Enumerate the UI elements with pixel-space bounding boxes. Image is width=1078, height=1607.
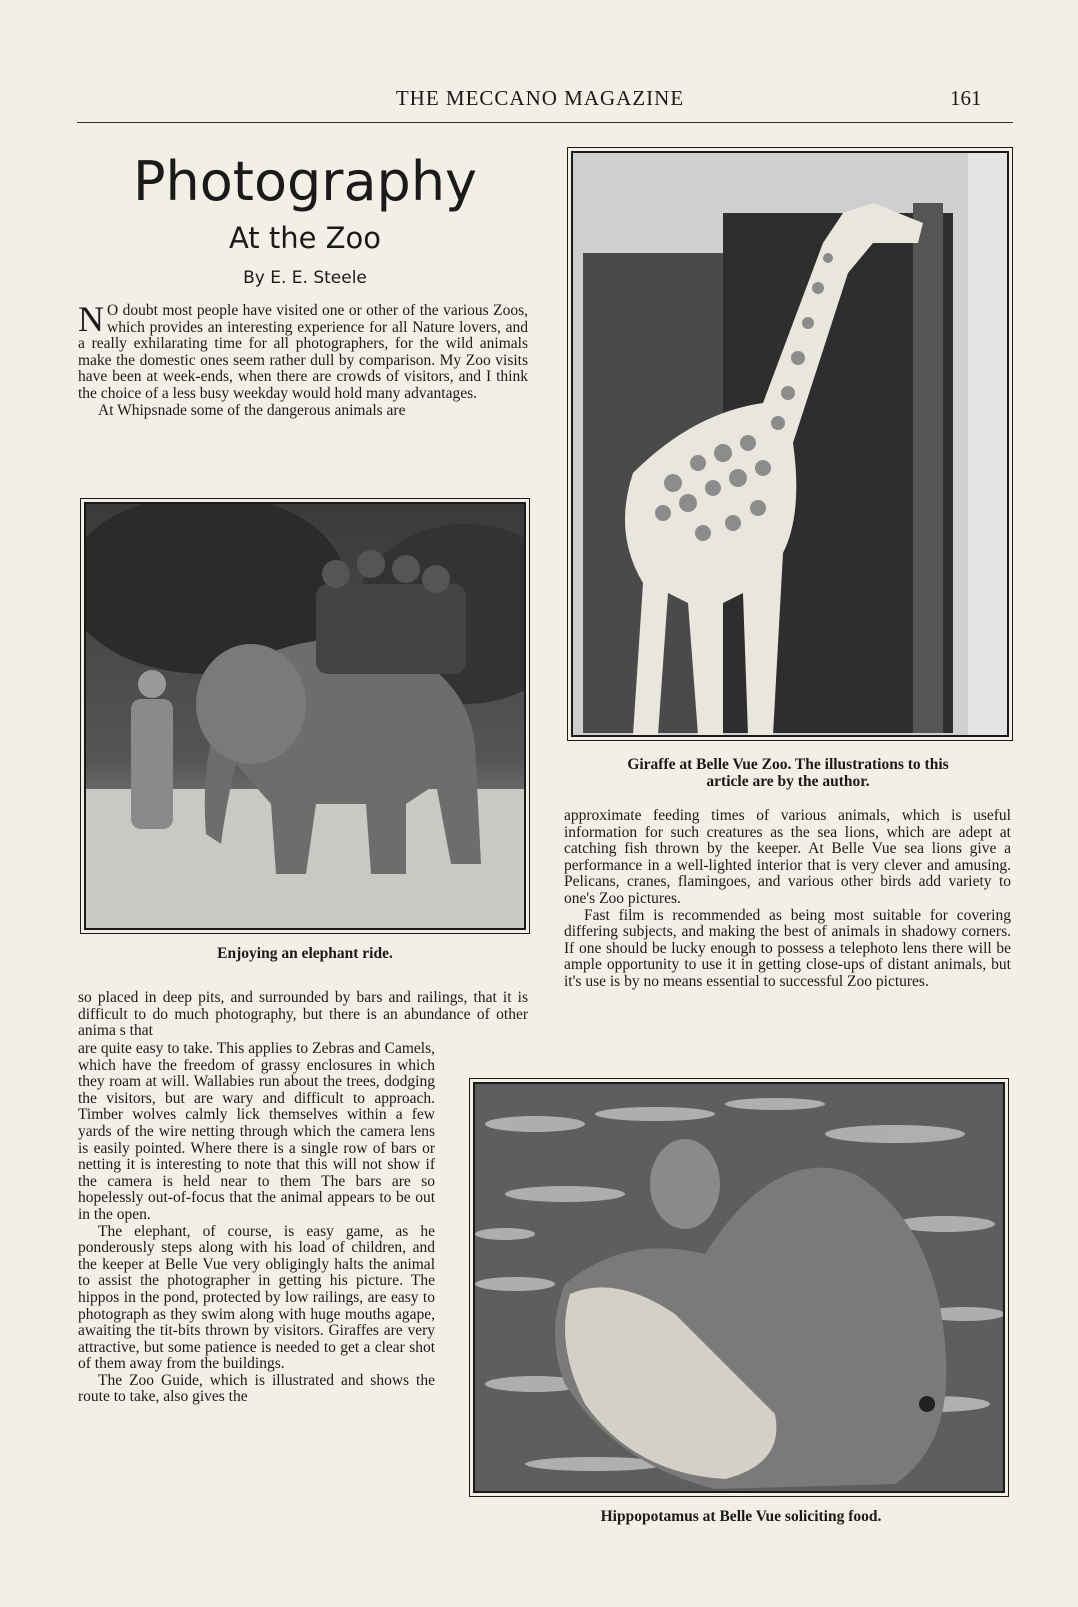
article-title: Photography (132, 150, 478, 213)
feeding-paragraph: approximate feeding times of various animals, which is useful information for such creatures as the sea lions, which are adept at catching fish thrown by the keeper. At Belle Vue sea lions give a performance in a well-lighted interior that is very clever and amusing. Pelicans, cranes, flamingoes, and various other birds add variety to one's Zoo pictures. (564, 807, 1011, 907)
fast-film-paragraph: Fast film is recommended as being most suitable for covering differing subjects, and making the best of animals in shadowy corners. If one should be lucky enough to possess a telephoto lens there will be ample opportunity to use it in getting close-ups of distant animals, but it's use is by no means essential to successful Zoo pictures. (564, 906, 1011, 990)
zoo-guide-paragraph: The Zoo Guide, which is illustrated and shows the route to take, also gives the (78, 1371, 435, 1406)
giraffe-photo (571, 151, 1009, 737)
article-subtitle: At the Zoo (228, 221, 382, 255)
header-divider (77, 122, 1013, 123)
whipsnade-paragraph: At Whipsnade some of the dangerous animals are (98, 401, 406, 419)
article-byline: By E. E. Steele (243, 268, 367, 288)
drop-cap: N (78, 299, 104, 339)
intro-paragraph: N O doubt most people have visited one or other of the various Zoos, which provides an interesting experience for all Nature lovers, and a really exhilarating time for all photographers, for the wild animals make the domestic ones seem rather dull by comparison. My Zoo visits have been at week-ends, when there are crowds of visitors, and I think the choice of a less busy weekday would hold many advantages. (78, 299, 528, 402)
giraffe-caption-line1: Giraffe at Belle Vue Zoo. The illustrations to this (627, 756, 949, 773)
easy-animals-paragraph: are quite easy to take. This applies to Zebras and Camels, which have the freedom of grassy enclosures in which they roam at will. Wallabies run about the trees, dodging the visitors, but are wary and difficult to approach. Timber wolves calmly lick themselves within a few yards of the wire netting through which the camera lens is easily pointed. Where there is a single row of bars or netting it is interesting to note that this will not show if the camera is held near to them The bars are so hopelessly out-of-focus that the animal appears to be out in the open. (78, 1040, 435, 1223)
giraffe-caption-line2: article are by the author. (706, 773, 870, 790)
hippo-image (475, 1084, 1003, 1491)
pits-paragraph: so placed in deep pits, and surrounded by bars and railings, that it is difficult to do much photography, but there is an abundance of other anima s that (78, 989, 528, 1040)
intro-text (78, 299, 528, 419)
elephant-paragraph: The elephant, of course, is easy game, as he ponderously steps along with his load of children, and the keeper at Belle Vue very obligingly halts the animal to assist the photographer in getting his picture. The hippos in the pond, protected by low railings, are easy to photograph as they swim along with huge mouths agape, awaiting the tit-bits thrown by visitors. Giraffes are very attractive, but some patience is needed to get a clear shot of them away from the buildings. (78, 1222, 435, 1373)
elephant-caption: Enjoying an elephant ride. (217, 945, 393, 962)
giraffe-caption (560, 756, 1016, 790)
hippo-caption: Hippopotamus at Belle Vue soliciting food. (600, 1508, 882, 1525)
hippo-photo (473, 1082, 1005, 1493)
elephant-photo (84, 502, 526, 930)
column1-continued-text (78, 990, 528, 1040)
page-number: 161 (950, 86, 982, 110)
giraffe-image (573, 153, 1007, 735)
magazine-title: THE MECCANO MAGAZINE (395, 86, 685, 110)
elephant-image (86, 504, 524, 928)
column1-narrow-text (78, 1041, 435, 1406)
column2-text (564, 808, 1011, 991)
